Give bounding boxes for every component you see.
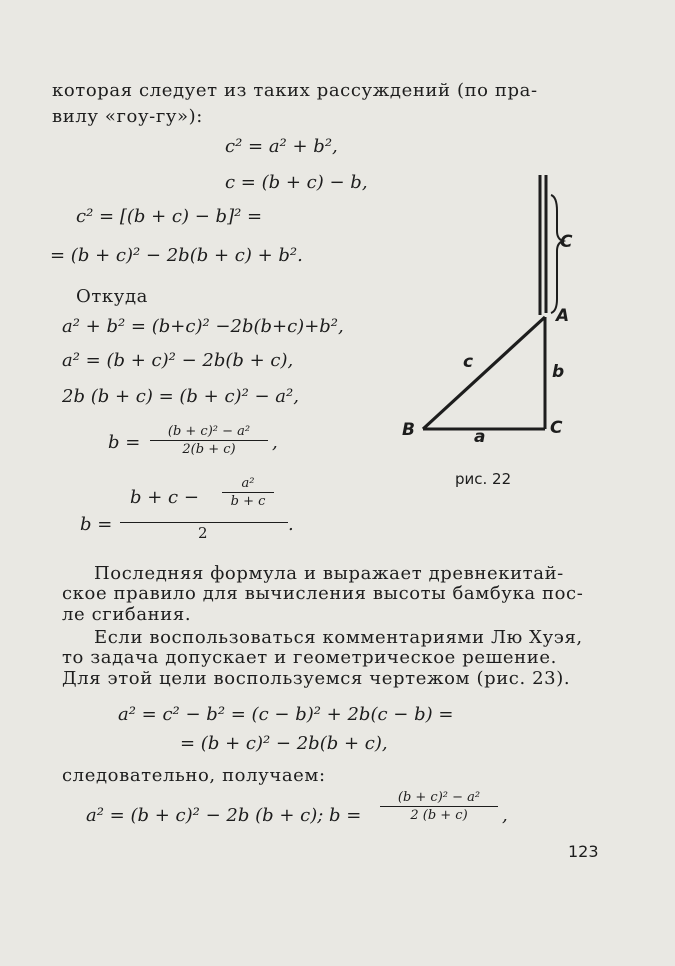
- fraction-bar: [150, 440, 268, 441]
- equation: c² = [(b + c) − b]² =: [76, 206, 263, 227]
- fraction-numerator: a²: [241, 476, 255, 491]
- equation: = (b + c)² − 2b(b + c),: [180, 733, 388, 754]
- fraction-denominator: 2: [198, 524, 208, 542]
- word-otkuda: Откуда: [76, 286, 148, 307]
- equation: c = (b + c) − b,: [225, 172, 368, 193]
- fraction: [380, 790, 498, 823]
- brace-icon: [551, 195, 563, 313]
- paragraph-line: то задача допускает и геометрическое решение.: [62, 647, 557, 668]
- fraction-denominator: b + c: [230, 494, 266, 509]
- figure-label: C: [550, 418, 563, 438]
- paragraph-line: Для этой цели воспользуемся чертежом (рис. 23).: [62, 668, 571, 689]
- figure-label: c: [463, 352, 474, 372]
- fraction-denominator: 2 (b + c): [410, 808, 468, 823]
- equation-lhs: b =: [80, 514, 113, 535]
- equation: a² + b² = (b+c)² −2b(b+c)+b²,: [62, 316, 344, 337]
- paragraph-line: следовательно, получаем:: [62, 765, 326, 786]
- paragraph-line: ское правило для вычисления высоты бамбука пос-: [62, 583, 584, 604]
- figure-label: a: [474, 427, 486, 447]
- figure-label: A: [556, 306, 570, 326]
- equation: = (b + c)² − 2b(b + c) + b².: [50, 245, 303, 266]
- equation: a² = (b + c)² − 2b (b + c); b =: [86, 805, 362, 826]
- paragraph-line: которая следует из таких рассуждений (по пра-: [52, 80, 538, 101]
- punctuation: .: [288, 514, 294, 535]
- equation: 2b (b + c) = (b + c)² − a²,: [62, 386, 299, 407]
- figure-label: B: [402, 420, 415, 440]
- paragraph-line: вилу «гоу-гу»):: [52, 106, 203, 127]
- figure-caption: рис. 22: [455, 470, 512, 488]
- figure-label: C: [560, 232, 573, 252]
- fraction: [150, 424, 268, 457]
- figure-label: b: [552, 362, 565, 382]
- paragraph-line: ле сгибания.: [62, 604, 192, 625]
- fraction-bar: [380, 806, 498, 807]
- fraction-numerator: (b + c)² − a²: [167, 424, 251, 439]
- hypotenuse-line: [423, 317, 545, 429]
- equation-lhs: b =: [108, 432, 141, 453]
- inner-fraction: [222, 476, 274, 509]
- equation: a² = (b + c)² − 2b(b + c),: [62, 350, 294, 371]
- paragraph-line: Последняя формула и выражает древнекитай-: [94, 563, 564, 584]
- equation: a² = c² − b² = (c − b)² + 2b(c − b) =: [118, 704, 454, 725]
- fraction-numerator: (b + c)² − a²: [397, 790, 481, 805]
- fraction-bar: [120, 522, 288, 523]
- fraction-bar: [222, 492, 274, 493]
- punctuation: ,: [502, 805, 508, 826]
- page-number: 123: [568, 842, 599, 861]
- paragraph-line: Если воспользоваться комментариями Лю Хуэя,: [94, 627, 583, 648]
- equation: c² = a² + b²,: [225, 136, 338, 157]
- fraction-denominator: 2(b + c): [182, 442, 236, 457]
- punctuation: ,: [272, 432, 278, 453]
- equation-part: b + c −: [130, 487, 199, 508]
